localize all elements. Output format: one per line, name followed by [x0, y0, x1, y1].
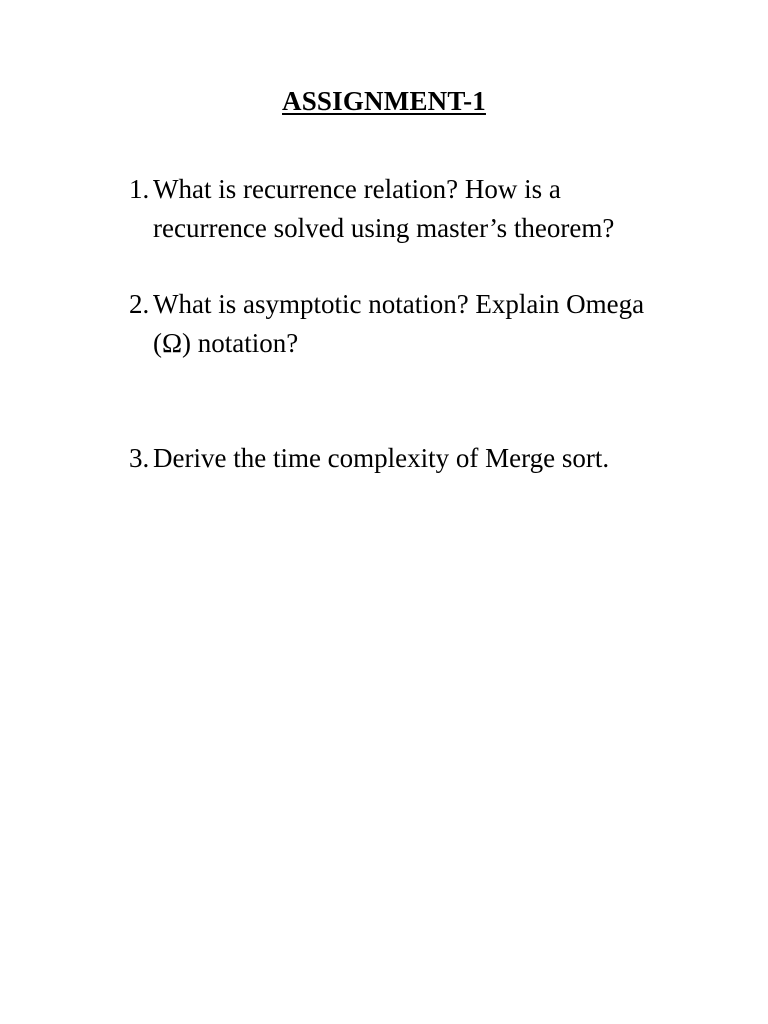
question-item	[129, 285, 649, 363]
question-number: 3.	[129, 443, 150, 473]
question-number: 2.	[129, 289, 150, 319]
question-number: 1.	[129, 174, 150, 204]
question-text: Derive the time complexity of Merge sort.	[153, 443, 610, 473]
question-text: What is asymptotic notation? Explain Omega (Ω) notation?	[153, 289, 645, 358]
question-item	[129, 439, 649, 478]
question-text: What is recurrence relation? How is a recurrence solved using master’s theorem?	[153, 174, 615, 243]
question-list	[129, 170, 649, 478]
page-title: ASSIGNMENT-1	[282, 86, 486, 116]
question-item	[129, 170, 649, 248]
